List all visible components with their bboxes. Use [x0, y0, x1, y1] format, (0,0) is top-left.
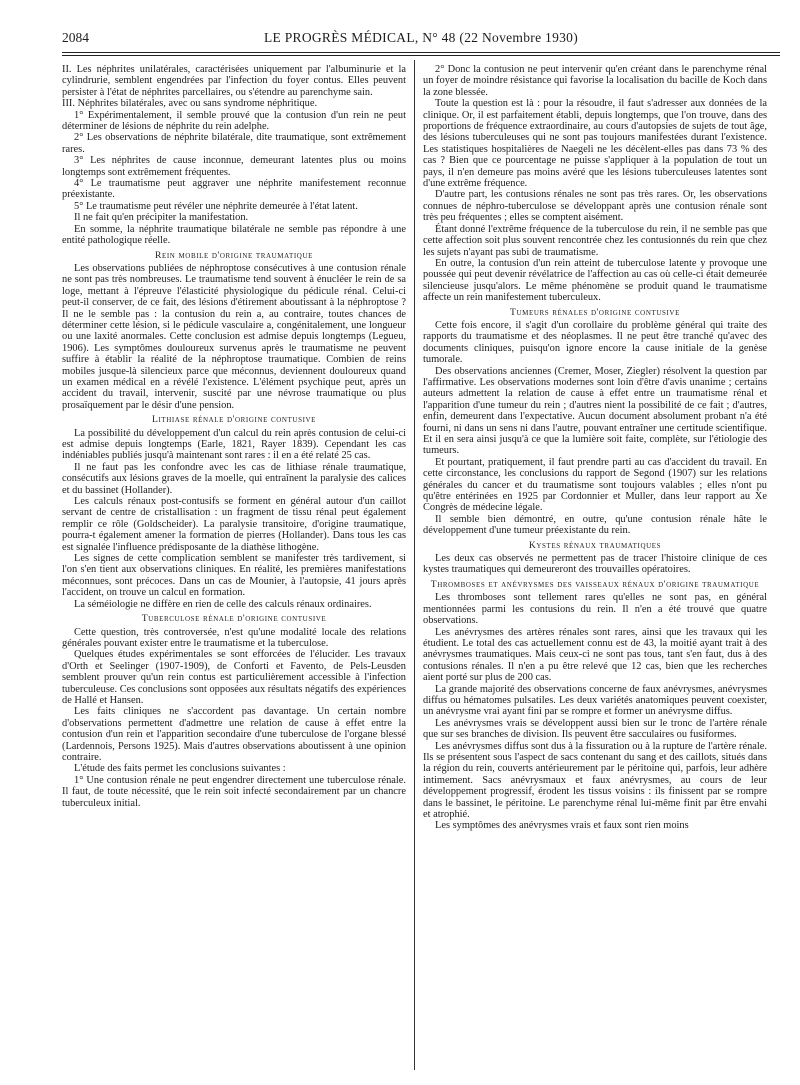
paragraph: La séméiologie ne diffère en rien de celle des calculs rénaux ordinaires.: [74, 598, 372, 610]
paragraph: Cette question, très controversée, n'est qu'une modalité locale des relations générales pouvant exister entre le traumatisme et la tuberculose.: [62, 626, 406, 649]
paragraph: Les observations publiées de néphroptose consécutives à une contusion rénale ne sont pas très nombreuses. Le traumatisme tend souvent à énucléer le rein de sa loge, mettant à l'épreuve l'élasticité physiologique du pédicule rénal. Celui-ci peut-il conserver, de ce fait, des lésions d'étirement aboutissant à la néphroptose ? Il ne le semble pas : la contusion du rein a, au contraire, toutes chances de déterminer cette lésion, si le pédicule vasculaire a, congénitalement, une longueur ou une laxité anormales. Cette conclusion est admise depuis longtemps (Legueu, 1906). Les symptômes douloureux survenus après le traumatisme ne peuvent suffire à établir la réalité de la néphroptose traumatique. Combien de reins mobiles jusque-là silencieux parce que méconnus, deviennent douloureux quand un examen médical en a révélé l'existence. L'élément psychique peut, après un accident du travail, intervenir, suscité par une névrose traumatique ou plus prosaïquement par le désir d'une pension.: [62, 262, 406, 411]
paragraph: Étant donné l'extrême fréquence de la tuberculose du rein, il ne semble pas que cette affection soit plus souvent rencontrée chez les contusionnés du rein que chez les sujets n'ayant pas subi de traumatisme.: [423, 223, 767, 258]
paragraph: Les calculs rénaux post-contusifs se forment en général autour d'un caillot servant de centre de cristallisation : un fragment de tissu rénal peut également remplir ce rôle (Goldscheider). La paralysie transitoire, d'origine traumatique, pourra-t également amener la formation de pierres (Hollander). Dans tous les cas est signalée l'influence prédisposante de la diathèse lithogène.: [62, 496, 406, 553]
page-number: 2084: [62, 30, 89, 45]
paragraph: 4° Le traumatisme peut aggraver une néphrite manifestement reconnue préexistante.: [62, 178, 406, 201]
left-column: [62, 64, 406, 1074]
paragraph: 1° Expérimentalement, il semble prouvé que la contusion d'un rein ne peut déterminer de lésions de néphrite du rein adelphe.: [62, 109, 406, 133]
paragraph: III. Néphrites bilatérales, avec ou sans syndrome néphritique.: [62, 98, 318, 110]
paragraph: Les anévrysmes diffus sont dus à la fissuration ou à la rupture de l'artère rénale. Ils se présentent sous l'aspect de sacs contenant du sang et des caillots, situés dans la région du rein, couverts antérieurement par le péritoine qui, parfois, leur adhère intimement. Sacs anévrysmaux et faux anévrysmes, au cours de leur développement progressif, érodent les tissus voisins : ils finissent par se rompre dans le bassinet, le péritoine. Le parenchyme rénal lui-même finit par être envahi et atrophié.: [423, 740, 767, 820]
section-heading: Tuberculose rénale d'origine contusive: [141, 613, 327, 625]
running-header: [62, 30, 780, 50]
paragraph: Les deux cas observés ne permettent pas de tracer l'histoire clinique de ces kystes traumatiques qui demeureront des trouvailles opératoires.: [423, 553, 767, 576]
paragraph: L'étude des faits permet les conclusions suivantes :: [74, 763, 286, 775]
paragraph: Les signes de cette complication semblent se manifester très tardivement, si l'on s'en tient aux observations cliniques. En réalité, les premières manifestations méconnues, sont précoces. Dans un cas de Mounier, à l'autopsie, 41 jours après l'accident, on trouve un calcul en formation.: [62, 553, 406, 599]
paragraph: 3° Les néphrites de cause inconnue, demeurant latentes plus ou moins longtemps sont extrêmement fréquentes.: [62, 155, 406, 178]
paragraph: La possibilité du développement d'un calcul du rein après contusion de celui-ci est admise depuis longtemps (Earle, 1821, Rayer 1839). Cependant les cas indéniables publiés jusqu'à maintenant sont rares : il en a été relaté 25 cas.: [62, 427, 406, 462]
section-heading: Kystes rénaux traumatiques: [528, 539, 662, 551]
header-rule-bottom: [62, 55, 780, 56]
paragraph: Il ne fait qu'en précipiter la manifestation.: [74, 212, 249, 224]
paragraph: Il ne faut pas les confondre avec les cas de lithiase rénale traumatique, consécutifs aux lésions graves de la moelle, qui entraînent la paralysie des calices et du bassinet (Hollander).: [62, 461, 406, 496]
paragraph: Les symptômes des anévrysmes vrais et faux sont rien moins: [435, 820, 689, 832]
paragraph: D'autre part, les contusions rénales ne sont pas très rares. Or, les observations connues de néphro-tuberculose se développant après une contusion rénale sont très peu fréquentes ; elles se comptent aisément.: [423, 189, 767, 224]
paragraph: Des observations anciennes (Cremer, Moser, Ziegler) résolvent la question par l'affirmative. Les observations modernes sont loin d'être d'avis unanime ; certains auteurs admettent la relation de cause à effet entre un traumatisme rénal et l'apparition d'une tumeur du rein ; d'autres nient la possibilité de ce fait ; d'autres, enfin, demeurent dans l'expectative. Aucun document absolument probant n'a été fourni, ni dans un sens ni dans l'autre, pouvant entraîner une certitude scientifique. Et il en sera ainsi jusqu'à ce que la lumière soit faite, complète, sur l'étiologie des tumeurs.: [423, 365, 767, 457]
paragraph: 2° Donc la contusion ne peut intervenir qu'en créant dans le parenchyme rénal un foyer de moindre résistance qui favorise la localisation du bacille de Koch dans la zone blessée.: [423, 64, 767, 98]
paragraph: Il semble bien démontré, en outre, qu'une contusion rénale hâte le développement d'une tumeur préexistante du rein.: [423, 513, 767, 537]
paragraph: Les thromboses sont tellement rares qu'elles ne sont pas, en général mentionnées parmi les contusions du rein. Il n'en a été trouvé que quatre observations.: [423, 592, 767, 627]
running-title: LE PROGRÈS MÉDICAL, N° 48 (22 Novembre 1930): [263, 30, 579, 45]
paragraph: La grande majorité des observations concerne de faux anévrysmes, anévrysmes diffus ou hématomes pulsatiles. Les deux variétés anatomiques peuvent coexister, un anévrysme vrai ayant fini par se rompre et former un anévrysme diffus.: [423, 683, 767, 718]
paragraph: Les anévrysmes des artères rénales sont rares, ainsi que les travaux qui les étudient. Le total des cas actuellement connu est de 43, la moitié ayant trait à des anévrysmes traumatiques. Mais ceux-ci ne sont pas tous, tant s'en faut, dus à des contusions rénales. Il n'en a pu être relevé que 12 cas, bien que les recherches aient porté sur plus de 200 cas.: [423, 626, 767, 684]
right-column: [423, 64, 767, 1074]
paragraph: II. Les néphrites unilatérales, caractérisées uniquement par l'albuminurie et la cylindrurie, semblent engendrées par l'infection du foyer contus. Elles peuvent persister à l'état de néphrites parcellaires, ou s'étendre au parenchyme sain.: [62, 64, 406, 98]
paragraph: Cette fois encore, il s'agit d'un corollaire du problème général qui traite des rapports du traumatisme et des néoplasmes. Il ne peut être tranché qu'avec des documents cliniques, puisqu'on ignore encore la cause initiale de la genèse tumorale.: [423, 319, 767, 366]
paragraph: En outre, la contusion d'un rein atteint de tuberculose latente y provoque une poussée qui peut devenir révélatrice de l'affection au cas où celle-ci était demeurée silencieuse jusqu'alors. Le même phénomène se produit quand le traumatisme affecte un rein manifestement tuberculeux.: [423, 257, 767, 304]
paragraph: Toute la question est là : pour la résoudre, il faut s'adresser aux données de la clinique. Or, il est parfaitement établi, depuis longtemps, que l'on trouve, dans des proportions de fréquence extraordinaire, au cours d'autopsies de sujets de tout âge, des lésions tuberculeuses qui ne sont pas toujours manifestées durant l'existence. Les statistiques hospitalières de Naegeli ne les décèlent-elles pas dans 73 % des cas ? Bien que ce pourcentage ne puisse s'appliquer à la population de tout un pays, il n'en demeure pas moins avéré que les lésions tuberculeuses latentes sont d'une extrême fréquence.: [423, 98, 767, 190]
section-heading: Lithiase rénale d'origine contusive: [151, 414, 317, 426]
paragraph: Les faits cliniques ne s'accordent pas davantage. Un certain nombre d'observations permettent d'admettre une relation de cause à effet entre la contusion d'un rein et l'apparition secondaire d'une tuberculose de l'organe blessé (Lardennois, Persons 1925). Mais d'autres observations aboutissent à une opinion contraire.: [62, 706, 406, 763]
header-rule-top: [62, 52, 780, 53]
paragraph: 1° Une contusion rénale ne peut engendrer directement une tuberculose rénale. Il faut, de toute nécessité, que le rein soit infecté secondairement par un chancre tuberculeux initial.: [62, 774, 406, 809]
paragraph: Les anévrysmes vrais se développent aussi bien sur le tronc de l'artère rénale que sur ses branches de division. Ils peuvent être sacculaires ou fusiformes.: [423, 717, 767, 741]
paragraph: 5° Le traumatisme peut révéler une néphrite demeurée à l'état latent.: [74, 200, 358, 212]
paragraph: Et pourtant, pratiquement, il faut prendre parti au cas d'accident du travail. En cette circonstance, les conclusions du rapport de Segond (1907) sur les relations générales du cancer et du traumatisme sont toujours valables ; elles n'ont pu qu'être entérinées en 1925 par Cordonnier et Muller, dans leur rapport au Xe Congrès de médecine légale.: [423, 456, 767, 514]
column-divider: [414, 60, 415, 1070]
paragraph: En somme, la néphrite traumatique bilatérale ne semble pas répondre à une entité pathologique réelle.: [62, 223, 406, 247]
section-heading: Thromboses et anévrysmes des vaisseaux rénaux d'origine traumatique: [430, 578, 760, 590]
paragraph: 2° Les observations de néphrite bilatérale, dite traumatique, sont extrêmement rares.: [62, 132, 406, 155]
paragraph: Quelques études expérimentales se sont efforcées de l'élucider. Les travaux d'Orth et Seelinger (1907-1909), de Conforti et Favento, de Pels-Leusden semblent prouver qu'un rein contus est particulièrement accessible à l'infection tuberculeuse. Ces conclusions sont opposées aux résultats négatifs des expériences de Hallé et Hansen.: [62, 649, 406, 706]
section-heading: Tumeurs rénales d'origine contusive: [510, 306, 680, 318]
section-heading: Rein mobile d'origine traumatique: [155, 249, 313, 261]
